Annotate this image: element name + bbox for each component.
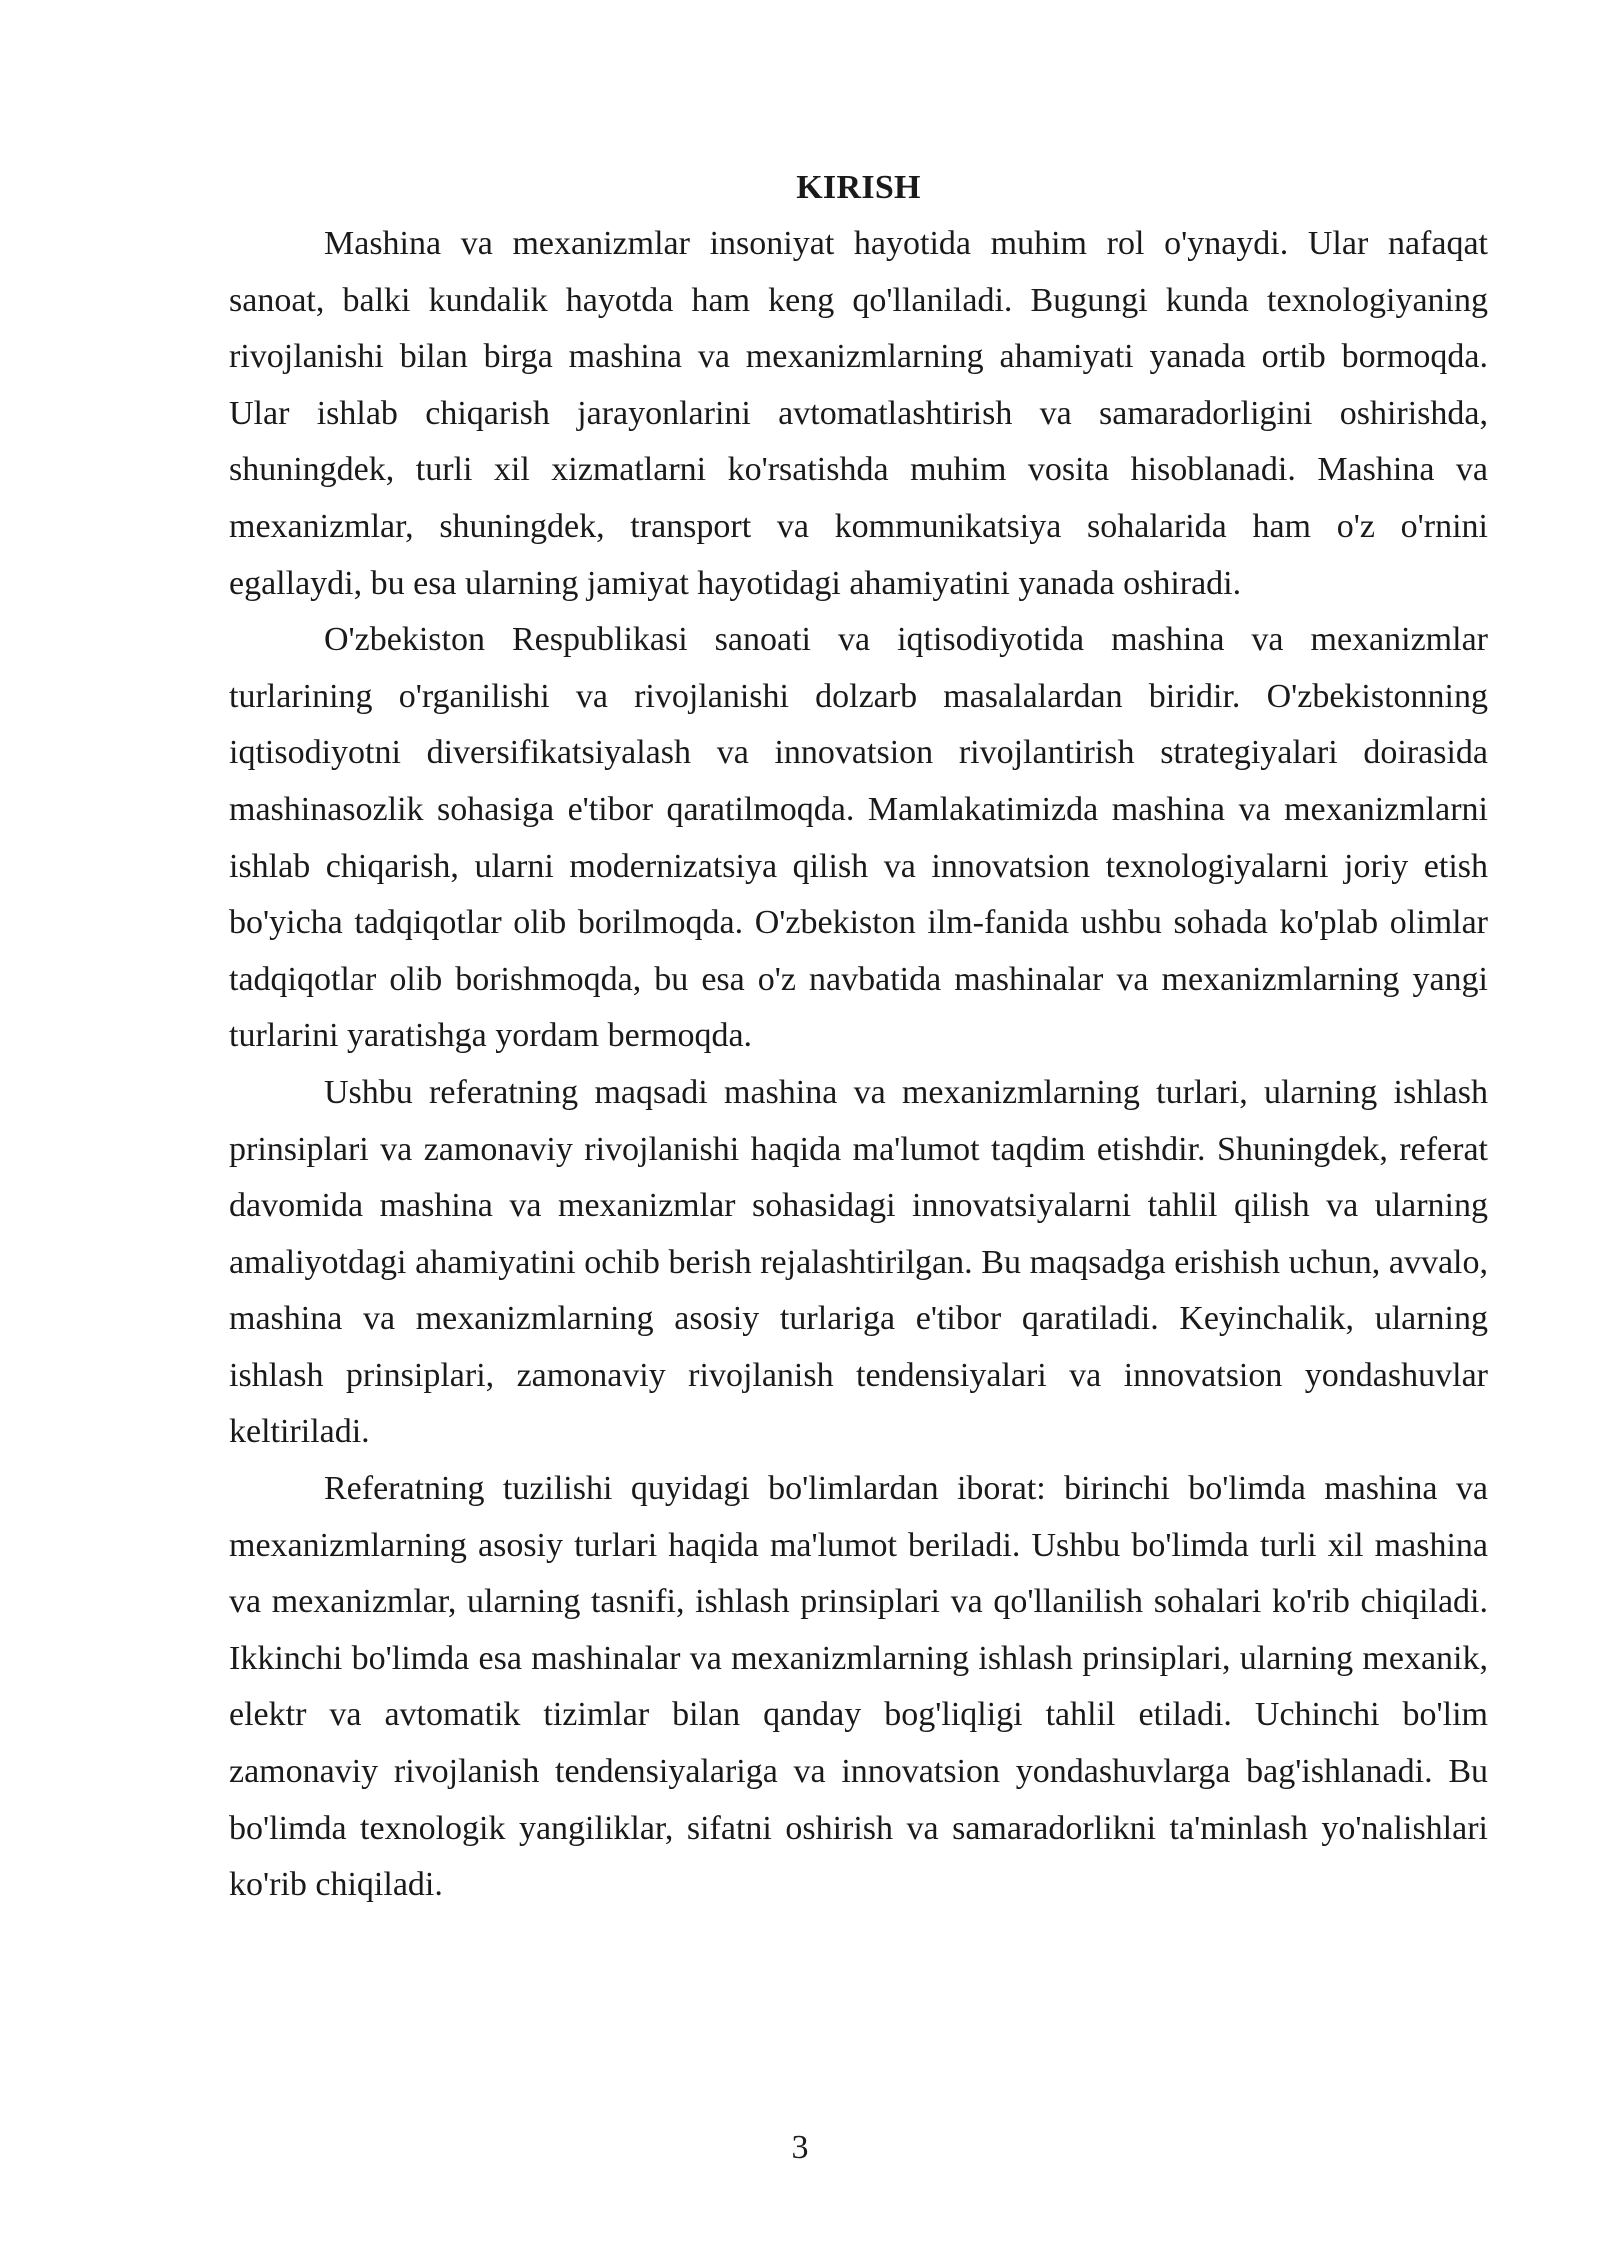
paragraph-introduction: Mashina va mexanizmlar insoniyat hayotida muhim rol o'ynaydi. Ular nafaqat sanoat, balki kundalik hayotda ham keng qo'llaniladi. Bugungi kunda texnologiyaning rivojlanishi bilan birga mashina va mexanizmlarning ahamiyati yanada ortib bormoqda. Ular ishlab chiqarish jarayonlarini avtomatlashtirish va samaradorligini oshirishda, shuningdek, turli xil xizmatlarni ko'rsatishda muhim vosita hisoblanadi. Mashina va mexanizmlar, shuningdek, transport va kommunikatsiya sohalarida ham o'z o'rnini egallaydi, bu esa ularning jamiyat hayotidagi ahamiyatini yanada oshiradi. — [229, 225, 1488, 602]
section-title: KIRISH — [796, 169, 921, 206]
paragraph-relevance: O'zbekiston Respublikasi sanoati va iqtisodiyotida mashina va mexanizmlar turlarining o'rganilishi va rivojlanishi dolzarb masalalardan biridir. O'zbekistonning iqtisodiyotni diversifikatsiyalash va innovatsion rivojlantirish strategiyalari doirasida mashinasozlik sohasiga e'tibor qaratilmoqda. Mamlakatimizda mashina va mexanizmlarni ishlab chiqarish, ularni modernizatsiya qilish va innovatsion texnologiyalarni joriy etish bo'yicha tadqiqotlar olib borilmoqda. O'zbekiston ilm-fanida ushbu sohada ko'plab olimlar tadqiqotlar olib borishmoqda, bu esa o'z navbatida mashinalar va mexanizmlarning yangi turlarini yaratishga yordam bermoqda. — [229, 621, 1488, 1055]
page-number: 3 — [791, 2129, 809, 2166]
page-content — [229, 160, 1488, 1914]
paragraph-structure: Referatning tuzilishi quyidagi bo'limlardan iborat: birinchi bo'limda mashina va mexanizmlarning asosiy turlari haqida ma'lumot beriladi. Ushbu bo'limda turli xil mashina va mexanizmlar, ularning tasnifi, ishlash prinsiplari va qo'llanilish sohalari ko'rib chiqiladi. Ikkinchi bo'limda esa mashinalar va mexanizmlarning ishlash prinsiplari, ularning mexanik, elektr va avtomatik tizimlar bilan qanday bog'liqligi tahlil etiladi. Uchinchi bo'lim zamonaviy rivojlanish tendensiyalariga va innovatsion yondashuvlarga bag'ishlanadi. Bu bo'limda texnologik yangiliklar, sifatni oshirish va samaradorlikni ta'minlash yo'nalishlari ko'rib chiqiladi. — [229, 1470, 1488, 1904]
paragraph-purpose: Ushbu referatning maqsadi mashina va mexanizmlarning turlari, ularning ishlash prinsiplari va zamonaviy rivojlanishi haqida ma'lumot taqdim etishdir. Shuningdek, referat davomida mashina va mexanizmlar sohasidagi innovatsiyalarni tahlil qilish va ularning amaliyotdagi ahamiyatini ochib berish rejalashtirilgan. Bu maqsadga erishish uchun, avvalo, mashina va mexanizmlarning asosiy turlariga e'tibor qaratiladi. Keyinchalik, ularning ishlash prinsiplari, zamonaviy rivojlanish tendensiyalari va innovatsion yondashuvlar keltiriladi. — [229, 1073, 1488, 1451]
